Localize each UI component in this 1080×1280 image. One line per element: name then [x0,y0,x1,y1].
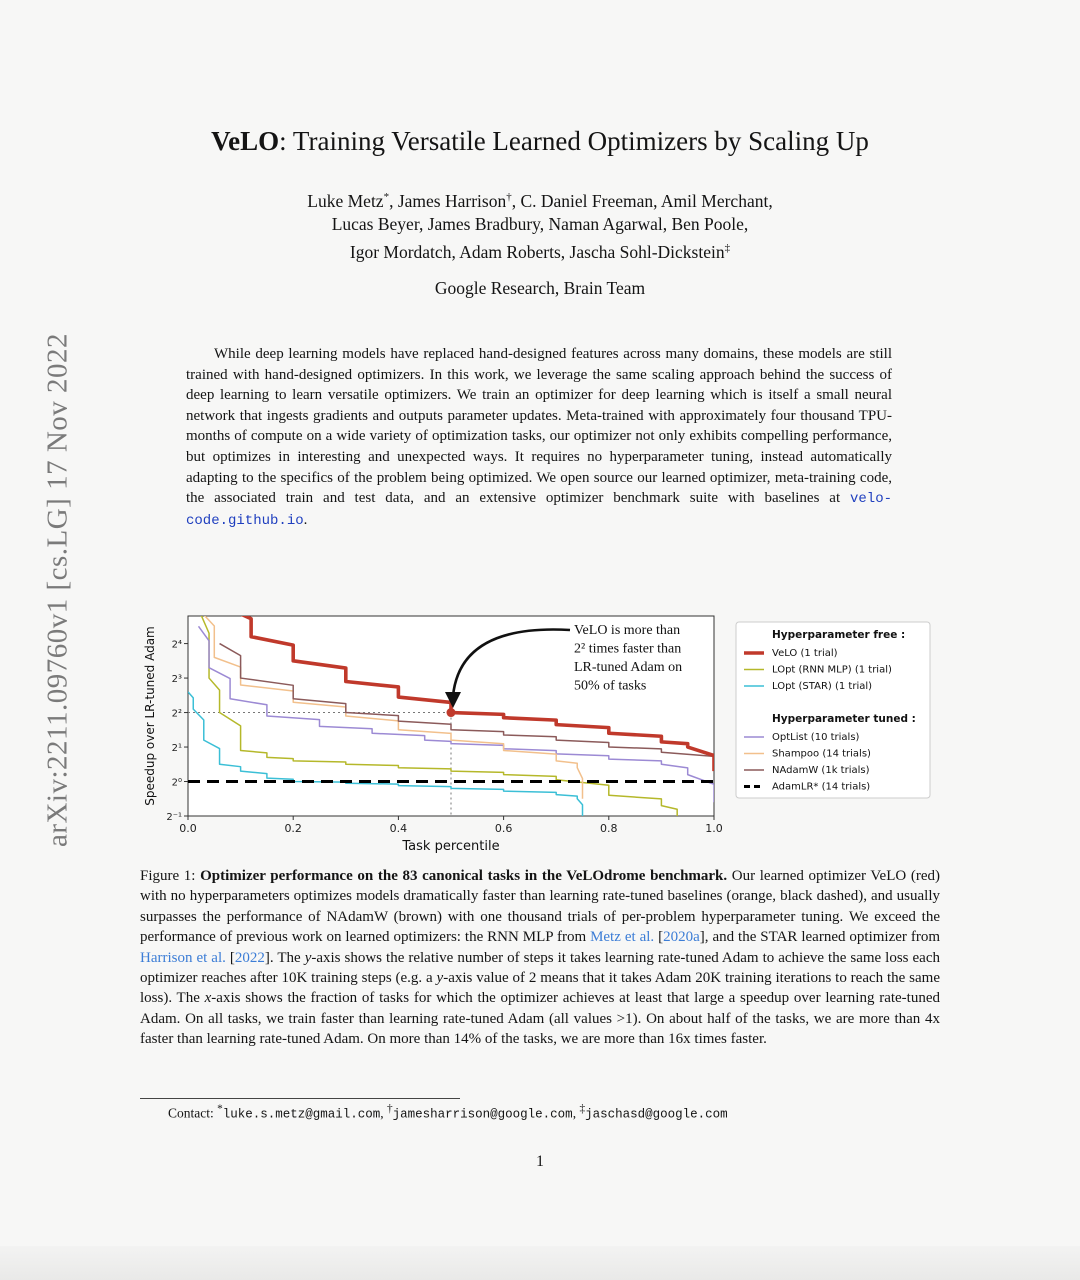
legend-label: Shampoo (14 trials) [772,748,871,760]
legend-label: LOpt (STAR) (1 trial) [772,681,873,692]
x-axis-label: Task percentile [402,839,500,854]
arxiv-identifier: arXiv:2211.09760v1 [cs.LG] 17 Nov 2022 [41,332,74,848]
contact-footnote: Contact: *luke.s.metz@gmail.com, †jamesharrison@google.com, ‡jaschasd@google.com [168,1103,728,1122]
chart-legend [736,622,930,798]
footnote-mark: † [506,191,512,203]
figure-chart [140,610,940,860]
legend-label: VeLO (1 trial) [772,648,838,659]
citation-year-link[interactable]: 2022 [234,949,265,966]
affiliation: Google Research, Brain Team [434,278,646,298]
abstract [186,344,892,531]
code-link[interactable]: velo-code.github.io [186,491,892,529]
y-tick-label: 2³ [171,674,182,686]
footnote-mark: ‡ [724,241,731,254]
authors-line-3 [0,237,1080,264]
caption-variable: x [204,990,212,1007]
footnote-rule [140,1098,460,1099]
y-tick-label: 2⁴ [171,639,182,651]
footnote-mark: * [383,191,390,203]
footnote-mark: ‡ [579,1103,586,1115]
legend-label: LOpt (RNN MLP) (1 trial) [772,664,892,676]
annotation-line: 2² times faster than [574,641,682,657]
legend-label: AdamLR* (14 trials) [772,781,871,793]
authors-line-2: Lucas Beyer, James Bradbury, Naman Agarwal, Ben Poole, [331,214,749,235]
y-tick-label: 2⁰ [171,777,182,789]
email-link[interactable]: jamesharrison@google.com [392,1107,573,1122]
citation-link[interactable]: Metz et al. [590,929,655,946]
footnote-label: Contact: [168,1105,214,1121]
highlight-point [447,708,456,717]
annotation-line: 50% of tasks [574,678,647,694]
x-tick-label: 0.6 [494,822,513,835]
email-link[interactable]: jaschasd@google.com [585,1107,728,1122]
caption-variable: y [436,970,444,987]
footnote-mark: † [387,1103,393,1115]
author-text: , C. Daniel Freeman, Amil Merchant, [511,190,773,211]
x-tick-label: 0.4 [389,822,408,835]
caption-text: ]. The [264,949,305,966]
citation-link[interactable]: Harrison et al. [140,949,226,966]
caption-text: [ [225,949,235,966]
legend-label: OptList (10 trials) [772,732,860,743]
annotation-line: LR-tuned Adam on [574,660,683,675]
abstract-end: . [303,511,308,528]
y-axis-label: Speedup over LR-tuned Adam [143,626,157,806]
caption-text: ], and the STAR learned optimizer from [699,929,940,946]
email-link[interactable]: luke.s.metz@gmail.com [222,1107,381,1122]
y-tick-label: 2⁻¹ [166,812,182,823]
caption-text: Our learned optimizer VeLO (red) with no hyperparameters optimizes models dramatically faster than learning rate-tuned baselines (orange, black dashed), and usually surpasses the performance of NAdamW (brown) with one thousand trials of per-problem hyperparameter tuning. We exceed the performance of previous work on learned optimizers: the RNN MLP from [140,868,940,946]
annotation-line: VeLO is more than [574,623,681,638]
plot-area [143,610,723,854]
author-text: , James Harrison [389,190,507,211]
citation-year-link[interactable]: 2020a [663,929,700,946]
x-tick-label: 1.0 [705,822,723,835]
x-tick-label: 0.8 [600,822,618,835]
abstract-text: While deep learning models have replaced hand-designed features across many domains, these models are still trained with hand-designed optimizers. In this work, we leverage the same scaling approach behind the success of deep learning to learn versatile optimizers. We train an optimizer for deep learning which is itself a small neural network that ingests gradients and outputs parameter updates. Meta-trained with approximately four thousand TPU-months of compute on a wide variety of optimization tasks, our optimizer not only exhibits compelling performance, but optimizes in interesting and unexpected ways. It requires no hyperparameter tuning, instead automatically adapting to the specifics of the problem being optimized. We open source our learned optimizer, meta-training code, the associated train and test data, and an extensive optimizer benchmark suite with baselines at [186,346,892,507]
authors-line-1 [0,186,1080,213]
footnote-mark: * [217,1103,223,1115]
caption-bold: Optimizer performance on the 83 canonical tasks in the VeLOdrome benchmark. [200,868,728,884]
y-tick-label: 2¹ [171,743,182,755]
y-tick-label: 2² [171,708,182,720]
title-bold: VeLO [211,126,280,156]
author-list [0,186,1080,264]
caption-text: -axis value of 2 means that it takes Adam 20K training iterations to reach the same loss). The [140,970,940,1007]
legend-header-free: Hyperparameter free : [772,629,906,641]
paper-title [0,126,1080,157]
author-text: Luke Metz [307,190,384,211]
caption-text: -axis shows the relative number of steps it takes learning rate-tuned Adam to achieve the same loss each optimizer reaches after 10K training steps (e.g. a [140,949,940,987]
page-number: 1 [536,1153,544,1170]
title-rest: : Training Versatile Learned Optimizers by Scaling Up [279,126,869,156]
x-tick-label: 0.2 [284,822,302,835]
legend-label: NAdamW (1k trials) [772,765,870,776]
bottom-edge-shadow [0,1246,1080,1280]
caption-text: -axis shows the fraction of tasks for which the optimizer achieves at least that large a speedup over learning rate-tuned Adam. On all tasks, we train faster than learning rate-tuned Adam (all values >1). On about half of the tasks, we are more than 4x faster than learning rate-tuned Adam. On more than 14% of the tasks, we are more than 16x times faster. [140,990,940,1048]
legend-header-tuned: Hyperparameter tuned : [772,713,916,725]
figure-caption [140,866,940,1050]
caption-label: Figure 1: [140,868,196,884]
caption-variable: y [304,949,312,966]
caption-text: [ [654,929,664,946]
author-text: Igor Mordatch, Adam Roberts, Jascha Sohl-Dickstein [349,241,725,262]
x-tick-label: 0.0 [179,822,197,835]
